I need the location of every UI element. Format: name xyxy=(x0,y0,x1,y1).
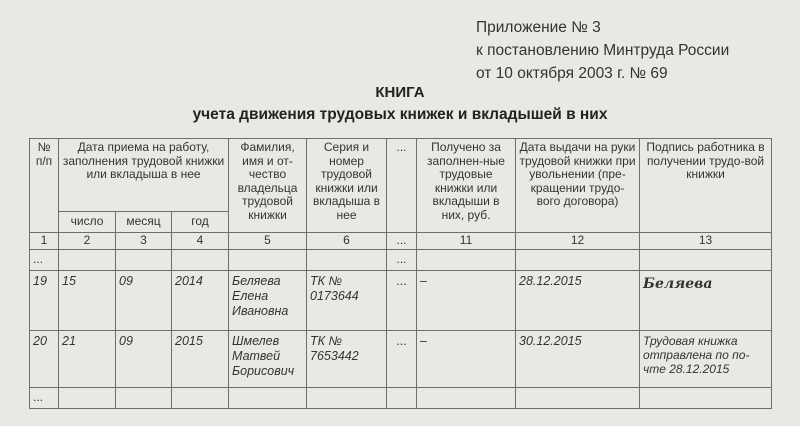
cell-ellipsis: ... xyxy=(387,331,417,388)
header-ellipsis: ... xyxy=(387,139,417,233)
cell-issue-date: 28.12.2015 xyxy=(516,271,640,331)
column-number-row xyxy=(30,233,772,250)
cell-no: 19 xyxy=(30,271,59,331)
document-subtitle: учета движения трудовых книжек и вкладышей в них xyxy=(192,106,608,123)
gap-marker: ... xyxy=(30,250,59,271)
column-number: 1 xyxy=(30,233,59,250)
header-month: месяц xyxy=(116,212,172,233)
gap-marker: ... xyxy=(387,250,417,271)
column-number: 12 xyxy=(516,233,640,250)
header-year: год xyxy=(172,212,229,233)
document-title: КНИГА xyxy=(375,84,425,101)
cell-name: Беляева Елена Ивановна xyxy=(229,271,307,331)
column-number: 5 xyxy=(229,233,307,250)
appendix-note xyxy=(476,16,729,85)
cell-name: Шмелев Матвей Борисович xyxy=(229,331,307,388)
header-series: Серия и номер трудовой книжки или вкладыша в нее xyxy=(307,139,387,233)
appendix-line-2: к постановлению Минтруда России xyxy=(476,42,730,59)
header-issue-date: Дата выдачи на руки трудовой книжки при увольнении (пре-кращении трудо-вого договора) xyxy=(516,139,640,233)
header-date-group: Дата приема на работу, заполнения трудовой книжки или вкладыша в нее xyxy=(59,139,229,212)
column-number: 2 xyxy=(59,233,116,250)
cell-signature: Беляева xyxy=(640,271,772,331)
cell-received: – xyxy=(417,271,516,331)
column-number: 3 xyxy=(116,233,172,250)
cell-series: ТК № 7653442 xyxy=(307,331,387,388)
header-name: Фамилия, имя и от-чество владельца трудовой книжки xyxy=(229,139,307,233)
gap-row xyxy=(30,388,772,409)
table-row xyxy=(30,271,772,331)
column-number: 4 xyxy=(172,233,229,250)
column-number: 6 xyxy=(307,233,387,250)
header-received: Получено за заполнен-ные трудовые книжки или вкладыши в них, руб. xyxy=(417,139,516,233)
cell-signature: Трудовая книжка отправлена по по-чте 28.12.2015 xyxy=(640,331,772,388)
table-row xyxy=(30,331,772,388)
cell-ellipsis: ... xyxy=(387,271,417,331)
column-number: 13 xyxy=(640,233,772,250)
gap-marker: ... xyxy=(30,388,59,409)
header-signature: Подпись работника в получении трудо-вой книжки xyxy=(640,139,772,233)
column-number: 11 xyxy=(417,233,516,250)
header-row xyxy=(30,139,772,212)
gap-row xyxy=(30,250,772,271)
appendix-line-3: от 10 октября 2003 г. № 69 xyxy=(476,65,668,82)
cell-year: 2014 xyxy=(172,271,229,331)
cell-day: 15 xyxy=(59,271,116,331)
column-number: ... xyxy=(387,233,417,250)
cell-received: – xyxy=(417,331,516,388)
cell-day: 21 xyxy=(59,331,116,388)
cell-series: ТК № 0173644 xyxy=(307,271,387,331)
header-no: № п/п xyxy=(30,139,59,233)
cell-month: 09 xyxy=(116,331,172,388)
header-day: число xyxy=(59,212,116,233)
cell-month: 09 xyxy=(116,271,172,331)
journal-table xyxy=(29,138,772,409)
appendix-line-1: Приложение № 3 xyxy=(476,19,601,36)
cell-year: 2015 xyxy=(172,331,229,388)
cell-no: 20 xyxy=(30,331,59,388)
cell-issue-date: 30.12.2015 xyxy=(516,331,640,388)
